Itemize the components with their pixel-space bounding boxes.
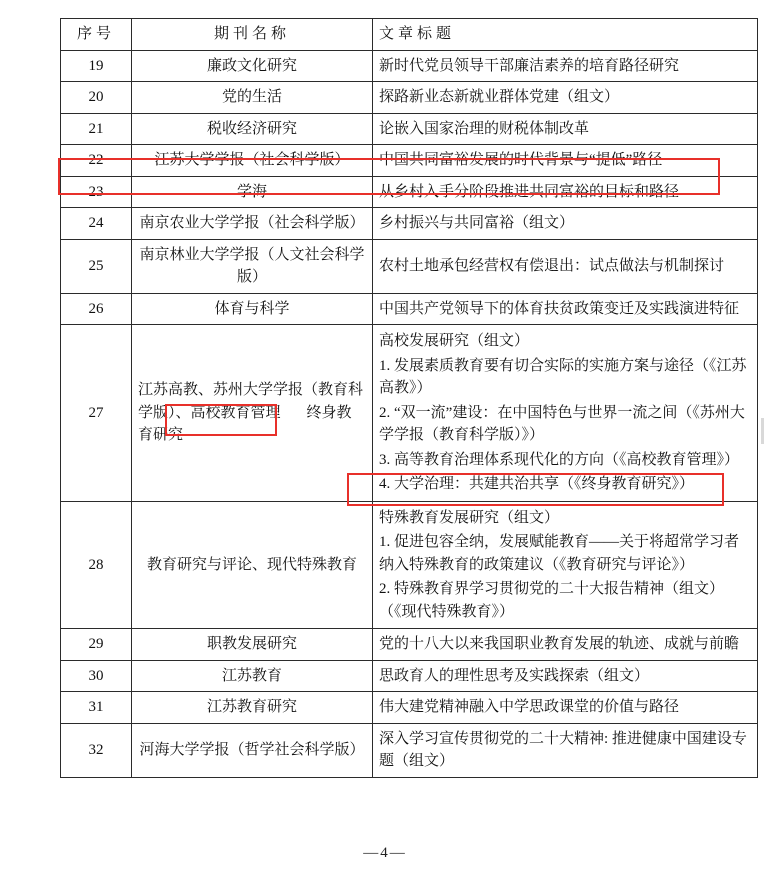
row-journal: 职教发展研究 xyxy=(132,629,373,661)
column-header-no: 序号 xyxy=(61,19,132,51)
table-row xyxy=(61,239,758,293)
title-lines xyxy=(379,329,751,497)
page-edge-mark xyxy=(761,418,764,444)
row-journal: 廉政文化研究 xyxy=(132,50,373,82)
table-row xyxy=(61,325,758,502)
row-title: 从乡村入手分阶段推进共同富裕的目标和路径 xyxy=(373,176,758,208)
row-no: 24 xyxy=(61,208,132,240)
table-header xyxy=(61,19,758,51)
title-line: 4. 大学治理：共建共治共享（《终身教育研究》） xyxy=(379,476,695,492)
row-journal: 学海 xyxy=(132,176,373,208)
title-lines xyxy=(379,506,751,625)
row-title-list xyxy=(373,325,758,502)
page-number: —4— xyxy=(363,845,407,861)
row-title: 中国共同富裕发展的时代背景与“提低”路径 xyxy=(373,145,758,177)
table-row xyxy=(61,50,758,82)
table-row xyxy=(61,208,758,240)
title-line: 1. 促进包容全纳，发展赋能教育——关于将超常学习者纳入特殊教育的政策建议（《教育研究与评论》） xyxy=(379,534,740,573)
row-no: 31 xyxy=(61,692,132,724)
table-row xyxy=(61,692,758,724)
title-line: 特殊教育发展研究（组文） xyxy=(379,509,560,526)
journal-name-before: 江苏高教、苏州大学学报（教育科学版）、 xyxy=(138,382,364,421)
table-row xyxy=(61,293,758,325)
journal-name-boxed: 高校教育管理 xyxy=(190,404,281,421)
row-no: 28 xyxy=(61,501,132,629)
journal-name-after: 终身教育研究 xyxy=(138,404,352,443)
row-title: 新时代党员领导干部廉洁素养的培育路径研究 xyxy=(373,50,758,82)
row-title: 深入学习宣传贯彻党的二十大精神: 推进健康中国建设专题（组文） xyxy=(373,723,758,777)
column-header-journal: 期刊名称 xyxy=(132,19,373,51)
row-journal: 江苏大学学报（社会科学版） xyxy=(132,145,373,177)
row-journal: 南京农业大学学报（社会科学版） xyxy=(132,208,373,240)
row-journal: 河海大学学报（哲学社会科学版） xyxy=(132,723,373,777)
table-row xyxy=(61,113,758,145)
column-header-title: 文章标题 xyxy=(373,19,758,51)
title-line: 2. 特殊教育界学习贯彻党的二十大报告精神（组文）（《现代特殊教育》） xyxy=(379,581,725,620)
row-journal-composite xyxy=(132,325,373,502)
row-journal: 江苏教育研究 xyxy=(132,692,373,724)
row-no: 20 xyxy=(61,82,132,114)
row-title: 农村土地承包经营权有偿退出：试点做法与机制探讨 xyxy=(373,239,758,293)
title-line: 高校发展研究（组文） xyxy=(379,333,530,349)
row-journal: 南京林业大学学报（人文社会科学版） xyxy=(132,239,373,293)
title-line: 2. “双一流”建设：在中国特色与世界一流之间（《苏州大学学报（教育科学版）》） xyxy=(379,404,745,443)
row-title: 论嵌入国家治理的财税体制改革 xyxy=(373,113,758,145)
row-title: 探路新业态新就业群体党建（组文） xyxy=(373,82,758,114)
row-no: 27 xyxy=(61,325,132,502)
row-journal: 体育与科学 xyxy=(132,293,373,325)
row-title: 中国共产党领导下的体育扶贫政策变迁及实践演进特征 xyxy=(373,293,758,325)
row-no: 19 xyxy=(61,50,132,82)
row-journal: 教育研究与评论、现代特殊教育 xyxy=(132,501,373,629)
row-journal: 税收经济研究 xyxy=(132,113,373,145)
row-no: 30 xyxy=(61,660,132,692)
journal-article-table xyxy=(60,18,758,778)
title-line: 1. 发展素质教育要有切合实际的实施方案与途径（《江苏高教》） xyxy=(379,357,747,396)
row-no: 32 xyxy=(61,723,132,777)
row-journal: 党的生活 xyxy=(132,82,373,114)
row-title: 乡村振兴与共同富裕（组文） xyxy=(373,208,758,240)
table-row xyxy=(61,723,758,777)
table-body xyxy=(61,50,758,777)
row-title-list xyxy=(373,501,758,629)
table-header-row xyxy=(61,19,758,51)
row-no: 22 xyxy=(61,145,132,177)
row-title: 党的十八大以来我国职业教育发展的轨迹、成就与前瞻 xyxy=(373,629,758,661)
row-no: 29 xyxy=(61,629,132,661)
table-row xyxy=(61,82,758,114)
table-row xyxy=(61,501,758,629)
table-row xyxy=(61,176,758,208)
row-no: 26 xyxy=(61,293,132,325)
row-no: 23 xyxy=(61,176,132,208)
row-title: 伟大建党精神融入中学思政课堂的价值与路径 xyxy=(373,692,758,724)
row-title: 思政育人的理性思考及实践探索（组文） xyxy=(373,660,758,692)
row-journal: 江苏教育 xyxy=(132,660,373,692)
title-line-highlighted: 3. 高等教育治理体系现代化的方向（《高校教育管理》） xyxy=(379,451,740,468)
table-row-highlighted xyxy=(61,145,758,177)
table-row xyxy=(61,629,758,661)
row-no: 21 xyxy=(61,113,132,145)
row-no: 25 xyxy=(61,239,132,293)
table-row xyxy=(61,660,758,692)
